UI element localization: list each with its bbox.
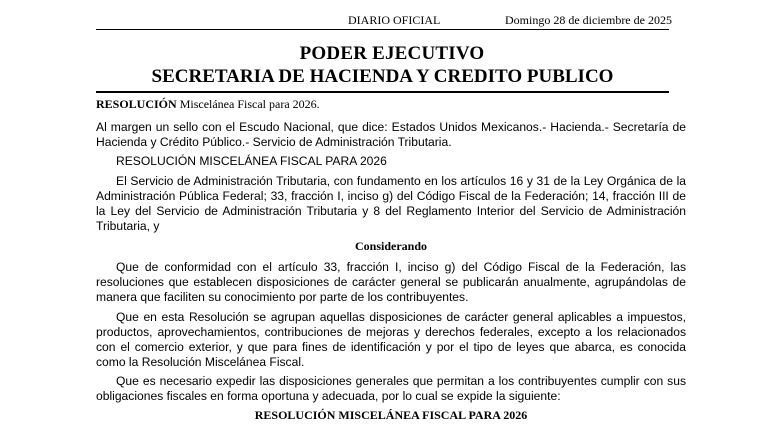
publication-date: Domingo 28 de diciembre de 2025	[505, 13, 672, 27]
title-rule	[96, 91, 669, 93]
secretaria-title: SECRETARIA DE HACIENDA Y CREDITO PUBLICO	[151, 66, 614, 87]
branch-title: PODER EJECUTIVO	[299, 43, 485, 64]
final-resolution-heading: RESOLUCIÓN MISCELÁNEA FISCAL PARA 2026	[254, 408, 528, 422]
considerando-paragraph-1: Que de conformidad con el artículo 33, fracción I, inciso g) del Código Fiscal de la Federación, las resoluciones que establecen disposiciones de carácter general se publicarán anualmente, agrupándolas de manera que faciliten su conocimiento por parte de los contribuyentes.	[96, 260, 686, 304]
resolution-heading-bold: RESOLUCIÓN	[96, 97, 177, 111]
resolution-heading	[96, 97, 320, 112]
resolution-caps-line: RESOLUCIÓN MISCELÁNEA FISCAL PARA 2026	[116, 154, 387, 168]
preamble-paragraph: El Servicio de Administración Tributaria, con fundamento en los artículos 16 y 31 de la Ley Orgánica de la Administración Pública Federal; 33, fracción I, inciso g) del Código Fiscal de la Federación; 14, fracción III de la Ley del Servicio de Administración Tributaria y 8 del Reglamento Interior del Servicio de Administración Tributaria, y	[96, 174, 686, 233]
margin-seal-paragraph: Al margen un sello con el Escudo Nacional, que dice: Estados Unidos Mexicanos.- Hacienda.- Secretaría de Hacienda y Crédito Público.- Servicio de Administración Tributaria.	[96, 120, 686, 149]
considerando-heading: Considerando	[354, 239, 428, 253]
considerando-paragraph-2: Que en esta Resolución se agrupan aquellas disposiciones de carácter general aplicables a impuestos, productos, aprovechamientos, contribuciones de mejoras y derechos federales, excepto a los relacionados con el comercio exterior, y que para fines de identificación y por el tipo de leyes que abarca, es conocida como la Resolución Miscelánea Fiscal.	[96, 310, 686, 369]
header-rule	[96, 29, 669, 30]
publication-name: DIARIO OFICIAL	[348, 13, 441, 27]
resolution-heading-rest: Miscelánea Fiscal para 2026.	[176, 97, 320, 111]
considerando-paragraph-3: Que es necesario expedir las disposiciones generales que permitan a los contribuyentes cumplir con sus obligaciones fiscales en forma oportuna y adecuada, por lo cual se expide la siguiente:	[96, 374, 686, 403]
